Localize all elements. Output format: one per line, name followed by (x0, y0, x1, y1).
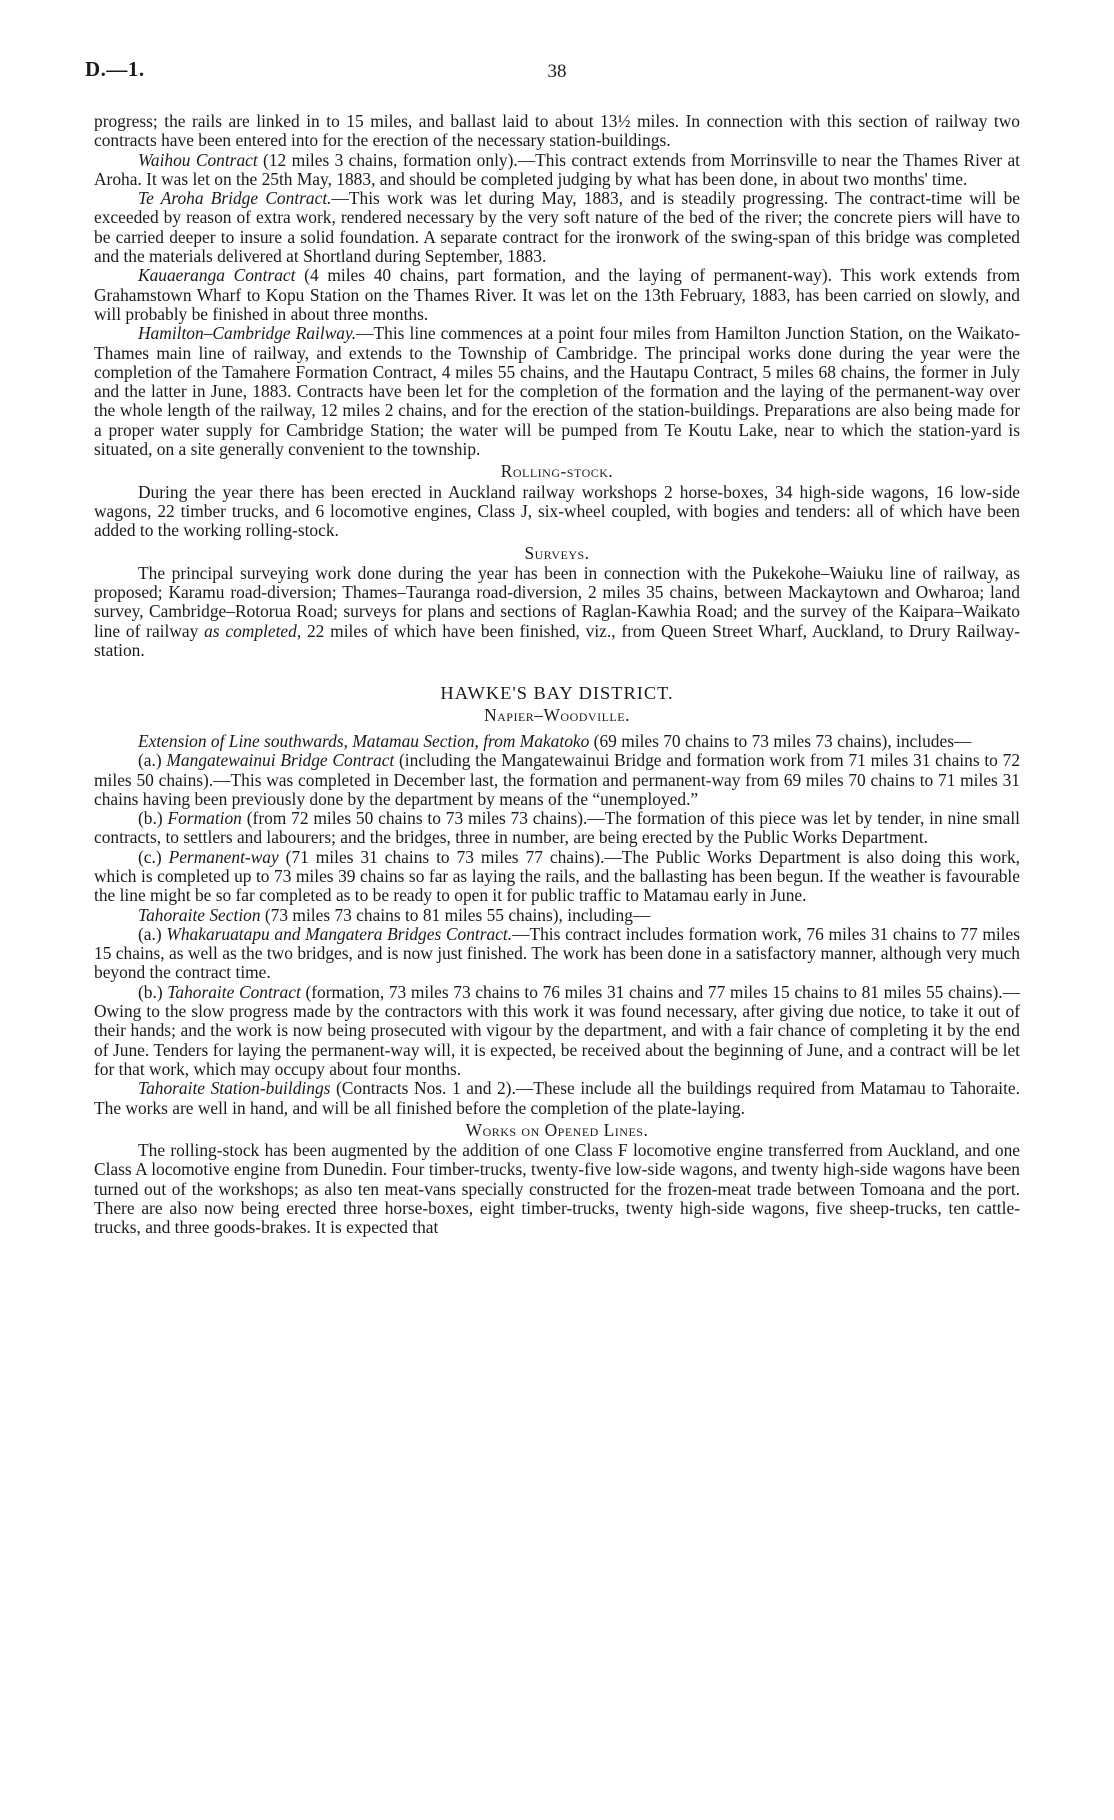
text-run: The rolling-stock has been augmented by the addition of one Class F locomotive engine transferred from Auckland, and one Class A locomotive engine from Dunedin. Four timber-trucks, twenty-five low-side wagons, and twenty high-side wagons have been turned out of the workshops; as also ten meat-vans specially constructed for the frozen-meat trade between Tomoana and the port. There are also now being erected three horse-boxes, eight timber-trucks, twenty high-side wagons, five sheep-trucks, ten cattle-trucks, and three goods-brakes. It is expected that (94, 1140, 1020, 1238)
paragraph (94, 1079, 1020, 1118)
document-reference: D.—1. (85, 57, 145, 81)
paragraph (94, 925, 1020, 983)
italic-text: Permanent-way (168, 846, 279, 867)
italic-text: Whakaruatapu and Mangatera Bridges Contract. (166, 923, 513, 944)
text-run: (71 miles 31 chains to 73 miles 77 chains).—The Public Works Department is also doing this work, which is completed up to 73 miles 39 chains so far as laying the rails, and the ballasting has been begun. If the weather is favourable the line might be so far completed as to be ready to open it for public traffic to Matamau early in June. (94, 846, 1020, 906)
page-header (85, 57, 1020, 112)
text-run: —This line commences at a point four miles from Hamilton Junction Station, on the Waikato-Thames main line of railway, and extends to the Township of Cambridge. The principal works done during the year were the completion of the Tamahere Formation Contract, 4 miles 55 chains, and the Hautapu Contract, 5 miles 68 chains, the former in July and the latter in June, 1883. Contracts have been let for the completion of the formation and the laying of the permanent-way over the whole length of the railway, 12 miles 2 chains, and for the erection of the station-buildings. Preparations are also being made for a proper water supply for Cambridge Station; the water will be pumped from Te Koutu Lake, near to which the station-yard is situated, on a site generally convenient to the township. (94, 323, 1021, 460)
paragraph (94, 112, 1020, 151)
italic-text: Formation (167, 808, 242, 829)
text-run: (formation, 73 miles 73 chains to 76 miles 31 chains and 77 miles 15 chains to 81 miles 55 chains).—Owing to the slow progress made by the contractors with this work it was found necessary, after giving due notice, to take it out of their hands; and the work is now being prosecuted with vigour by the department, and with a fair chance of completing it by the end of June. Tenders for laying the permanent-way will, it is expected, be received about the beginning of June, and a contract will be let for that work, which may occupy about four months. (94, 981, 1020, 1079)
italic-text: as completed, (204, 620, 302, 641)
paragraph (94, 983, 1020, 1079)
italic-text: Tahoraite Section (138, 904, 261, 925)
text-run: (b.) (138, 808, 168, 829)
paragraph (94, 151, 1020, 190)
paragraph (94, 751, 1020, 809)
text-run: 22 miles of which have been finished, viz., from Queen Street Wharf, Auckland, to Drury Railway-station. (94, 620, 1020, 661)
italic-text: Kauaeranga Contract (138, 265, 296, 286)
text-run: progress; the rails are linked in to 15 miles, and ballast laid to about 13½ miles. In connection with this section of railway two contracts have been entered into for the erection of the necessary station-buildings. (94, 111, 1020, 151)
section-heading: Rolling-stock. (500, 461, 614, 482)
text-run: —This contract includes formation work, 76 miles 31 chains to 77 miles 15 chains, as well as the two bridges, and is now just finished. The work has been done in a satisfactory manner, although very much beyond the contract time. (94, 923, 1020, 983)
text-run: (a.) (138, 923, 167, 944)
text-run: The principal surveying work done during the year has been in connection with the Pukekohe–Waiuku line of railway, as proposed; Karamu road-diversion; Thames–Tauranga road-diversion, 2 miles 35 chains, between Mackaytown and Owharoa; land survey, Cambridge–Rotorua Road; surveys for plans and sections of Raglan-Kawhia Road; and the survey of the Kaipara–Waikato line of railway (94, 562, 1020, 641)
paragraph (94, 906, 1020, 925)
section-heading: Works on Opened Lines. (465, 1119, 649, 1140)
text-run: During the year there has been erected in Auckland railway workshops 2 horse-boxes, 34 high-side wagons, 16 low-side wagons, 22 timber trucks, and 6 locomotive engines, Class J, six-wheel coupled, with bogies and tenders: all of which have been added to the working rolling-stock. (94, 481, 1020, 541)
paragraph (94, 809, 1020, 848)
paragraph (94, 189, 1020, 266)
text-run: —This work was let during May, 1883, and is steadily progressing. The contract-time will be exceeded by reason of extra work, rendered necessary by the very soft nature of the bed of the river; the concrete piers will have to be carried deeper to insure a solid foundation. A separate contract for the ironwork of the swing-span of this bridge was completed and the materials delivered at Shortland during September, 1883. (94, 188, 1020, 267)
text-run: (including the Mangatewainui Bridge and formation work from 71 miles 31 chains to 72 miles 50 chains).—This was completed in December last, the formation and permanent-way from 69 miles 70 chains to 71 miles 31 chains having been previously done by the department by means of the “unemployed.” (94, 750, 1021, 809)
italic-text: Mangatewainui Bridge Contract (166, 750, 395, 771)
paragraph (94, 483, 1020, 541)
italic-text: Tahoraite Contract (167, 981, 301, 1002)
italic-text: Te Aroha Bridge Contract. (138, 188, 332, 209)
text-run: (from 72 miles 50 chains to 73 miles 73 chains).—The formation of this piece was let by tender, in nine small contracts, to settlers and labourers; and the bridges, three in number, are being erected by the Public Works Department. (94, 808, 1021, 848)
text-run: (a.) (138, 750, 167, 771)
paragraph (94, 732, 1020, 751)
italic-text: Waihou Contract (138, 149, 258, 170)
italic-text: Extension of Line southwards, Matamau Section, from Makatoko (138, 730, 590, 751)
text-run: (69 miles 70 chains to 73 miles 73 chains), includes— (589, 730, 972, 751)
section-heading: Napier–Woodville. (484, 704, 630, 725)
page-number: 38 (547, 61, 567, 82)
italic-text: Tahoraite Station-buildings (138, 1078, 331, 1099)
text-run: (4 miles 40 chains, part formation, and the laying of permanent-way). This work extends from Grahamstown Wharf to Kopu Station on the Thames River. It was let on the 13th February, 1883, has been carried on slowly, and will probably be finished in about three months. (94, 265, 1020, 324)
text-run: (Contracts Nos. 1 and 2).—These include all the buildings required from Matamau to Tahoraite. The works are well in hand, and will be all finished before the completion of the plate-laying. (94, 1078, 1020, 1118)
text-run: (12 miles 3 chains, formation only).—This contract extends from Morrinsville to near the Thames River at Aroha. It was let on the 25th May, 1883, and should be completed judging by what has been done, in about two months' time. (94, 149, 1021, 189)
text-run: (c.) (138, 846, 169, 867)
text-run: (b.) (138, 981, 168, 1002)
document-body (94, 112, 1020, 1238)
paragraph (94, 266, 1020, 324)
italic-text: Hamilton–Cambridge Railway. (138, 323, 357, 344)
section-heading: Surveys. (524, 542, 590, 563)
paragraph (94, 848, 1020, 906)
paragraph (94, 1141, 1020, 1237)
district-heading: HAWKE'S BAY DISTRICT. (440, 683, 674, 704)
paragraph (94, 324, 1020, 459)
paragraph (94, 564, 1020, 660)
text-run: (73 miles 73 chains to 81 miles 55 chains), including— (260, 904, 651, 925)
